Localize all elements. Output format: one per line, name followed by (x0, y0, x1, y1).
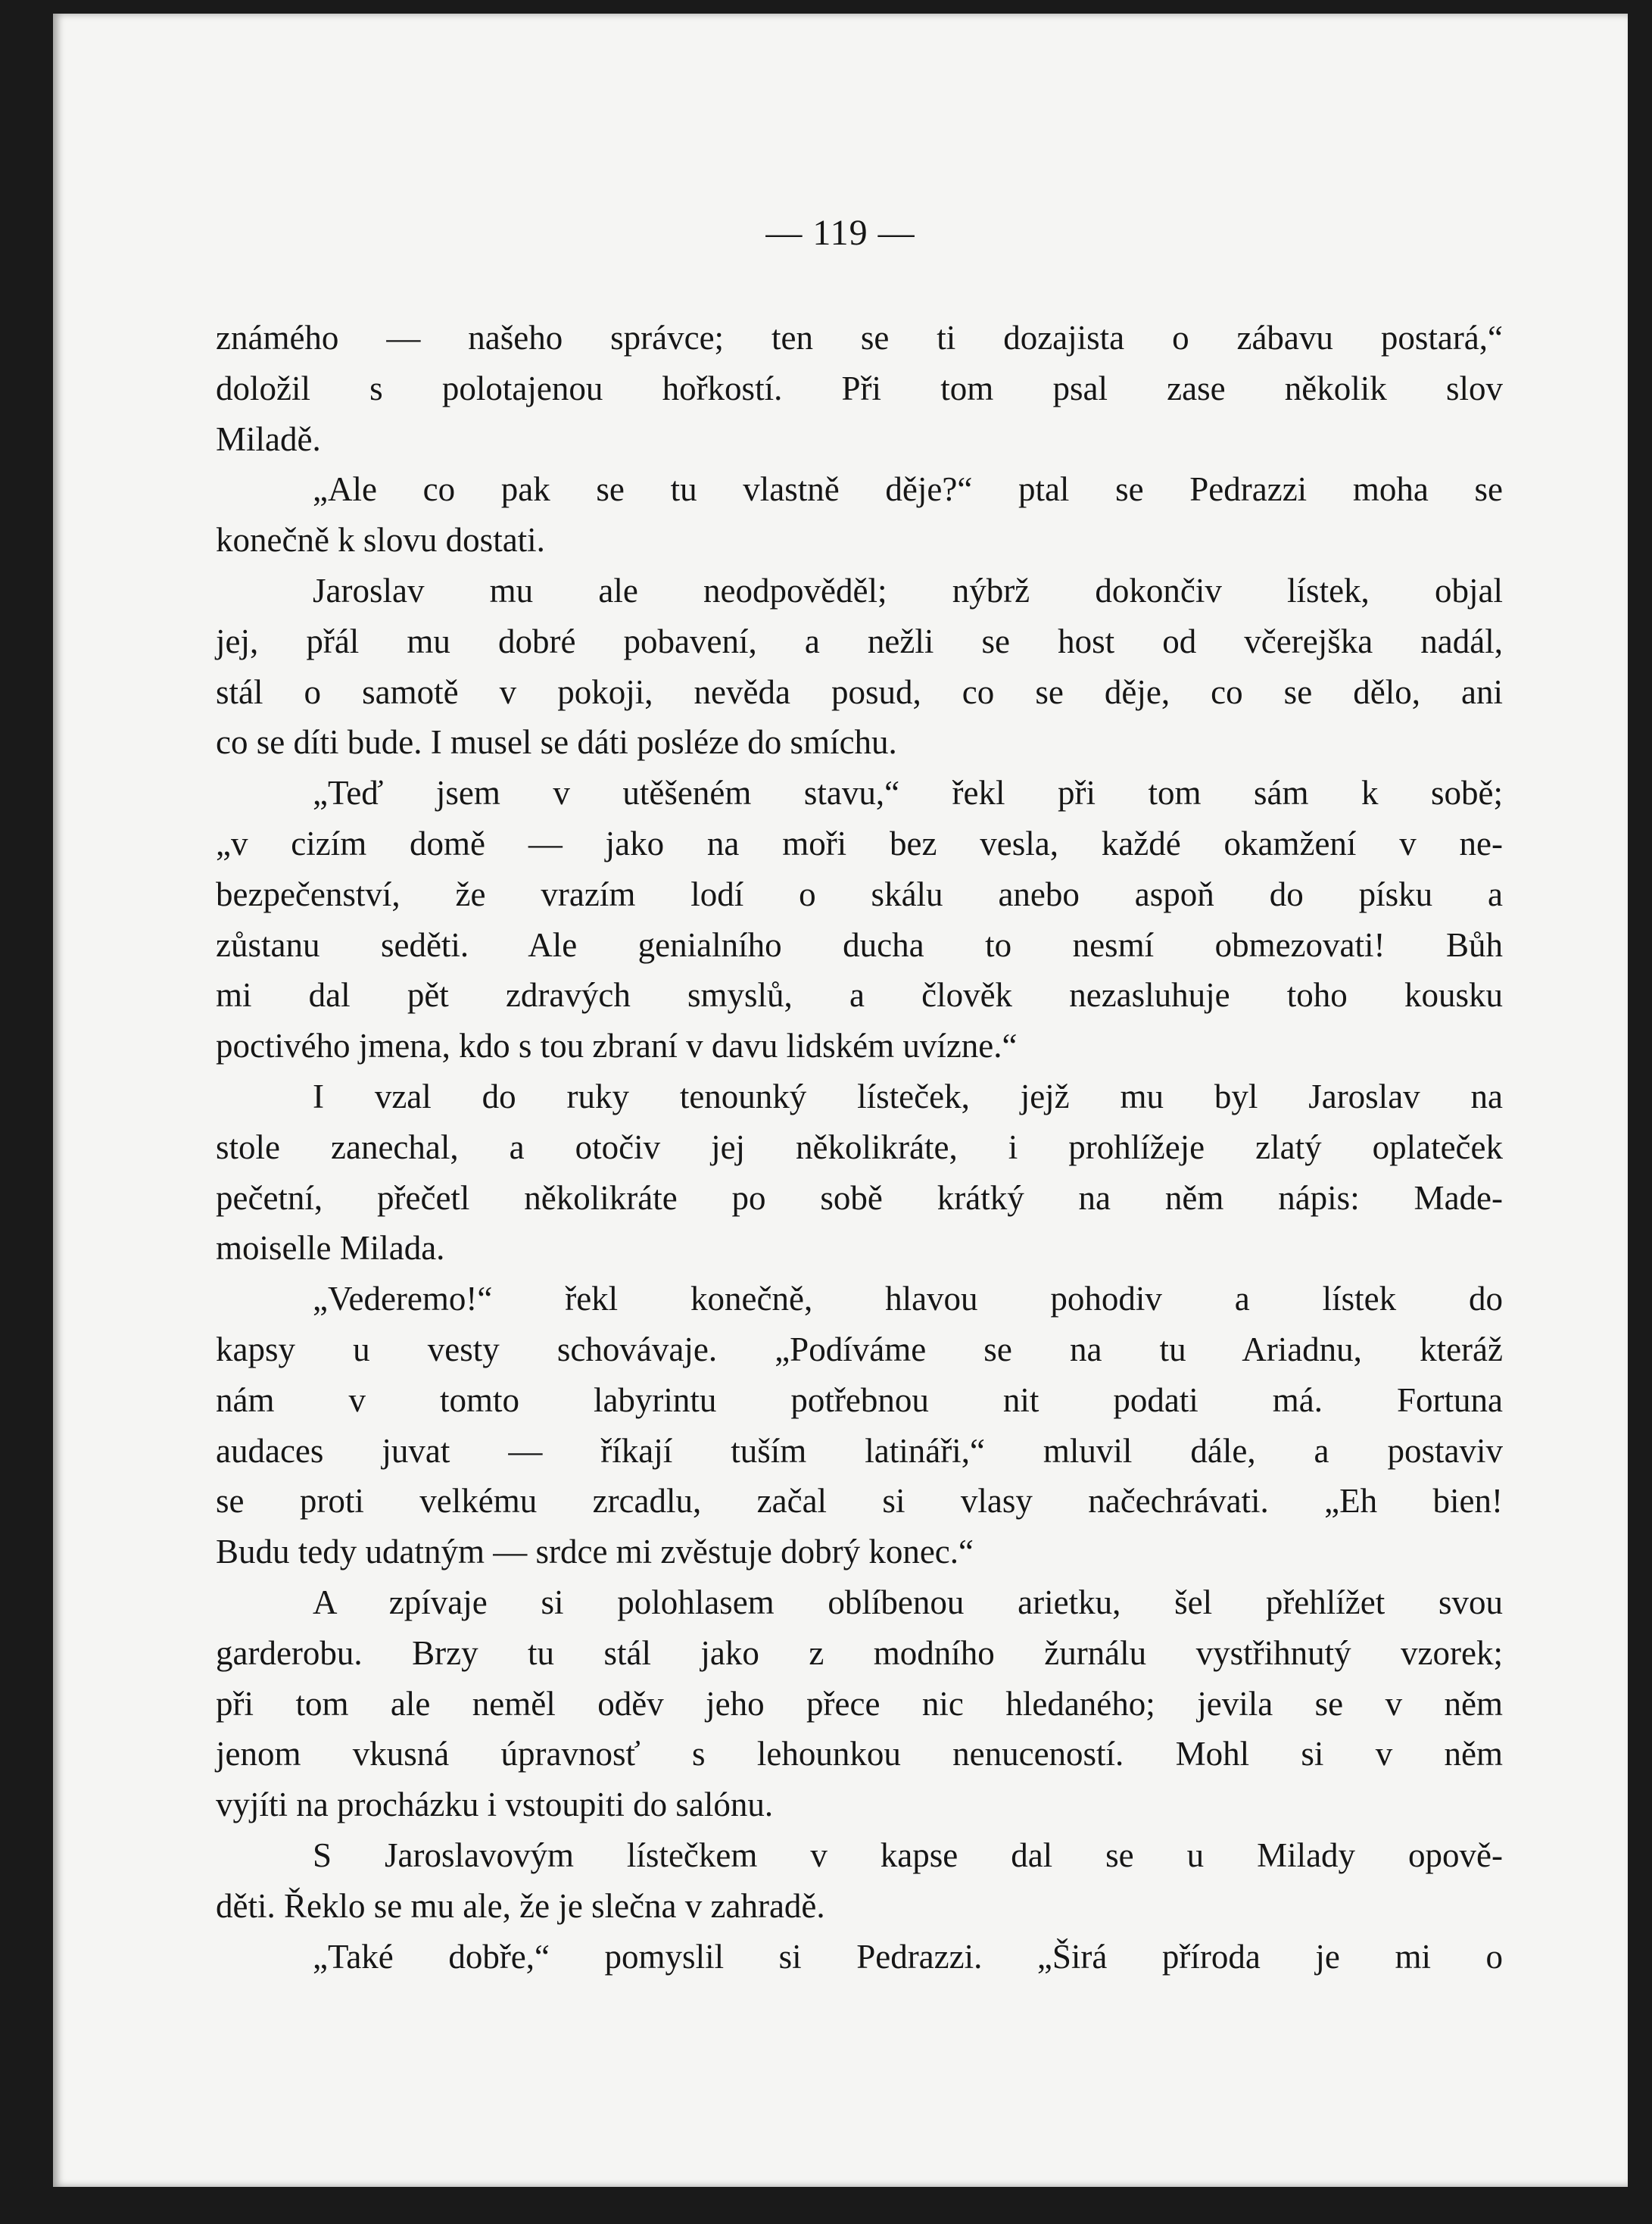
text-line: „Ale co pak se tu vlastně děje?“ ptal se Pedrazzi moha se (313, 470, 1503, 509)
text-line: poctivého jmena, kdo s tou zbraní v davu lidském uvízne.“ (216, 1027, 1018, 1065)
text-line: S Jaroslavovým lístečkem v kapse dal se u Milady opově- (313, 1836, 1503, 1874)
text-line: zůstanu seděti. Ale genialního ducha to nesmí obmezovati! Bůh (216, 925, 1503, 964)
text-line: „v cizím domě — jako na moři bez vesla, každé okamžení v ne- (216, 824, 1503, 862)
text-line: kapsy u vesty schovávaje. „Podíváme se na tu Ariadnu, kteráž (216, 1330, 1503, 1368)
text-line: doložil s polotajenou hořkostí. Při tom psal zase několik slov (216, 369, 1503, 407)
text-line: „Také dobře,“ pomyslil si Pedrazzi. „Širá příroda je mi o (313, 1937, 1503, 1976)
text-line: co se díti bude. I musel se dáti posléze do smíchu. (216, 723, 897, 762)
text-line: Jaroslav mu ale neodpověděl; nýbrž dokončiv lístek, objal (313, 571, 1503, 610)
text-line: „Vederemo!“ řekl konečně, hlavou pohodiv a lístek do (313, 1280, 1503, 1318)
text-line: vyjíti na procházku i vstoupiti do salónu. (216, 1786, 774, 1824)
text-line: mi dal pět zdravých smyslů, a člověk nezasluhuje toho kousku (216, 976, 1503, 1015)
text-line: bezpečenství, že vrazím lodí o skálu anebo aspoň do písku a (216, 875, 1503, 913)
text-line: I vzal do ruky tenounký lísteček, jejž mu byl Jaroslav na (313, 1077, 1503, 1115)
body-text (216, 313, 1503, 1982)
text-line: známého — našeho správce; ten se ti dozajista o zábavu postará,“ (216, 319, 1503, 357)
text-line: děti. Řeklo se mu ale, že je slečna v zahradě. (216, 1886, 825, 1925)
text-line: jej, přál mu dobré pobavení, a nežli se host od včerejška nadál, (216, 622, 1503, 660)
text-line: nám v tomto labyrintu potřebnou nit podati má. Fortuna (216, 1380, 1503, 1419)
text-line: garderobu. Brzy tu stál jako z modního žurnálu vystřihnutý vzorek; (216, 1633, 1503, 1672)
text-line: audaces juvat — říkají tuším latináři,“ mluvil dále, a postaviv (216, 1431, 1503, 1470)
text-line: A zpívaje si polohlasem oblíbenou arietku, šel přehlížet svou (313, 1583, 1503, 1621)
text-line: se proti velkému zrcadlu, začal si vlasy načechrávati. „Eh bien! (216, 1482, 1503, 1521)
text-line: při tom ale neměl oděv jeho přece nic hledaného; jevila se v něm (216, 1684, 1503, 1723)
page-number: — 119 — (765, 213, 915, 253)
text-line: moiselle Milada. (216, 1229, 445, 1268)
book-page (53, 14, 1628, 2187)
text-line: Miladě. (216, 420, 321, 458)
text-line: jenom vkusná úpravnosť s lehounkou nenuceností. Mohl si v něm (216, 1735, 1503, 1773)
text-line: pečetní, přečetl několikráte po sobě krátký na něm nápis: Made- (216, 1178, 1503, 1217)
text-line: Budu tedy udatným — srdce mi zvěstuje dobrý konec.“ (216, 1533, 974, 1571)
text-line: stole zanechal, a otočiv jej několikráte, i prohlížeje zlatý oplateček (216, 1128, 1503, 1166)
text-line: stál o samotě v pokoji, nevěda posud, co se děje, co se dělo, ani (216, 672, 1503, 711)
text-line: „Teď jsem v utěšeném stavu,“ řekl při tom sám k sobě; (313, 774, 1503, 813)
text-line: konečně k slovu dostati. (216, 521, 545, 560)
